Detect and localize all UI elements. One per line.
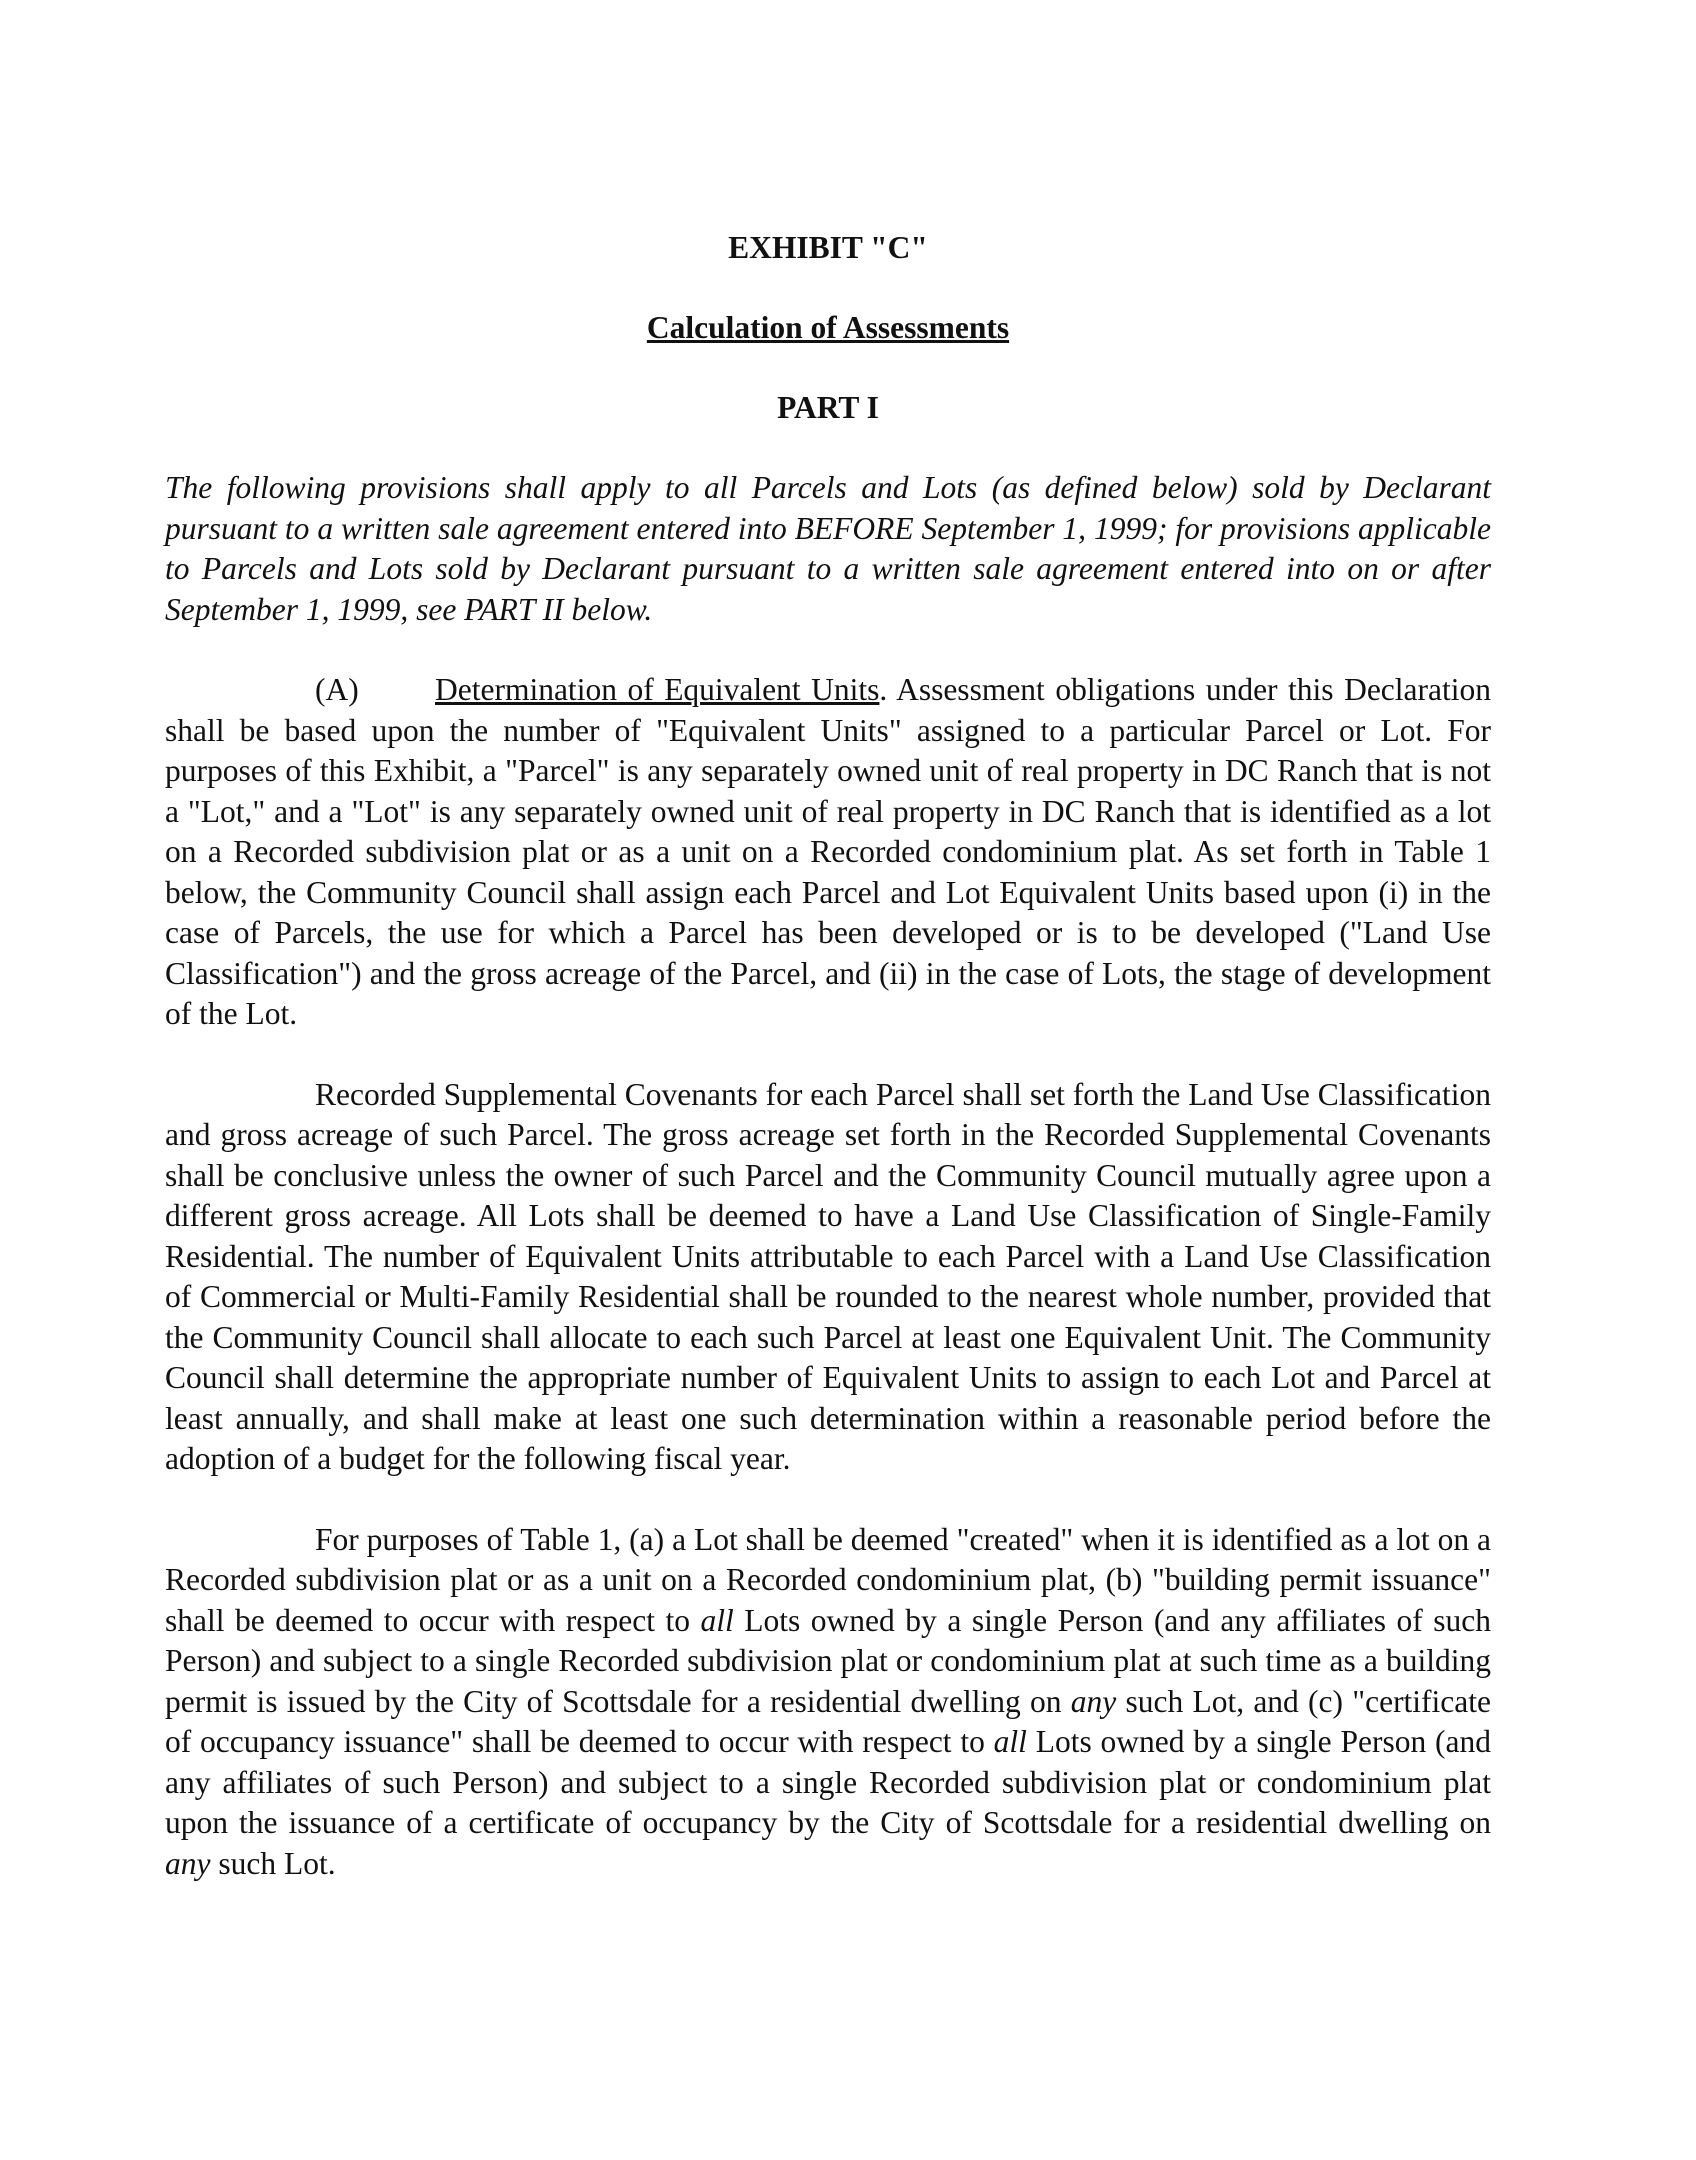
para3-text-4: Lots owned by a single Person (and any affiliates of such Person) and subject to a single Recorded subdivision plat or condominium plat upon the issuance of a certificate of occupancy by the City of Scottsdale for a residential dwelling on xyxy=(165,1724,1491,1840)
para3-emphasis-any-2: any xyxy=(165,1845,211,1881)
para3-text-2: Lots owned by a single Person (and any affiliates of such Person) and subject to a single Recorded subdivision plat or condominium plat at such time as a building permit is issued by the City of Scottsdale for a residential dwelling on xyxy=(165,1602,1491,1719)
document-page xyxy=(165,228,1491,1884)
table-1-definitions-paragraph xyxy=(165,1520,1491,1885)
para3-emphasis-any-1: any xyxy=(1070,1683,1117,1719)
exhibit-title: EXHIBIT "C" xyxy=(728,230,928,265)
intro-paragraph: The following provisions shall apply to all Parcels and Lots (as defined below) sold by Declarant pursuant to a written sale agreement entered into BEFORE September 1, 1999; for provisions applicable to Parcels and Lots sold by Declarant pursuant to a written sale agreement entered into on or after September 1, 1999, see PART II below. xyxy=(165,470,1491,627)
section-a-paragraph xyxy=(165,670,1491,1035)
section-a-heading-punct: . xyxy=(879,672,888,707)
document-subtitle: Calculation of Assessments xyxy=(646,310,1010,345)
supplemental-covenants-paragraph: Recorded Supplemental Covenants for each Parcel shall set forth the Land Use Classification and gross acreage of such Parcel. The gross acreage set forth in the Recorded Supplemental Covenants shall be conclusive unless the owner of such Parcel and the Community Council mutually agree upon a different gross acreage. All Lots shall be deemed to have a Land Use Classification of Single-Family Residential. The number of Equivalent Units attributable to each Parcel with a Land Use Classification of Commercial or Multi-Family Residential shall be rounded to the nearest whole number, provided that the Community Council shall allocate to each such Parcel at least one Equivalent Unit. The Community Council shall determine the appropriate number of Equivalent Units to assign to each Lot and Parcel at least annually, and shall make at least one such determination within a reasonable period before the adoption of a budget for the following fiscal year. xyxy=(165,1076,1491,1476)
para3-text-5: such Lot. xyxy=(210,1845,336,1881)
para3-emphasis-all-1: all xyxy=(700,1602,734,1638)
section-a-body: Assessment obligations under this Declaration shall be based upon the number of "Equivalent Units" assigned to a particular Parcel or Lot. For purposes of this Exhibit, a "Parcel" is any separately owned unit of real property in DC Ranch that is not a "Lot," and a "Lot" is any separately owned unit of real property in DC Ranch that is identified as a lot on a Recorded subdivision plat or as a unit on a Recorded condominium plat. As set forth in Table 1 below, the Community Council shall assign each Parcel and Lot Equivalent Units based upon (i) in the case of Parcels, the use for which a Parcel has been developed or is to be developed ("Land Use Classification") and the gross acreage of the Parcel, and (ii) in the case of Lots, the stage of development of the Lot. xyxy=(165,672,1491,1031)
part-title: PART I xyxy=(777,390,879,425)
section-a-label: (A) xyxy=(315,672,359,707)
section-a-heading: Determination of Equivalent Units xyxy=(435,672,880,707)
para3-emphasis-all-2: all xyxy=(993,1724,1027,1759)
para3-text-3: such Lot, and (c) "certificate of occupancy issuance" shall be deemed to occur with respect to xyxy=(165,1683,1491,1759)
para3-text-1: For purposes of Table 1, (a) a Lot shall be deemed "created" when it is identified as a lot on a Recorded subdivision plat or as a unit on a Recorded condominium plat, (b) "building permit issuance" shall be deemed to occur with respect to xyxy=(165,1521,1491,1638)
